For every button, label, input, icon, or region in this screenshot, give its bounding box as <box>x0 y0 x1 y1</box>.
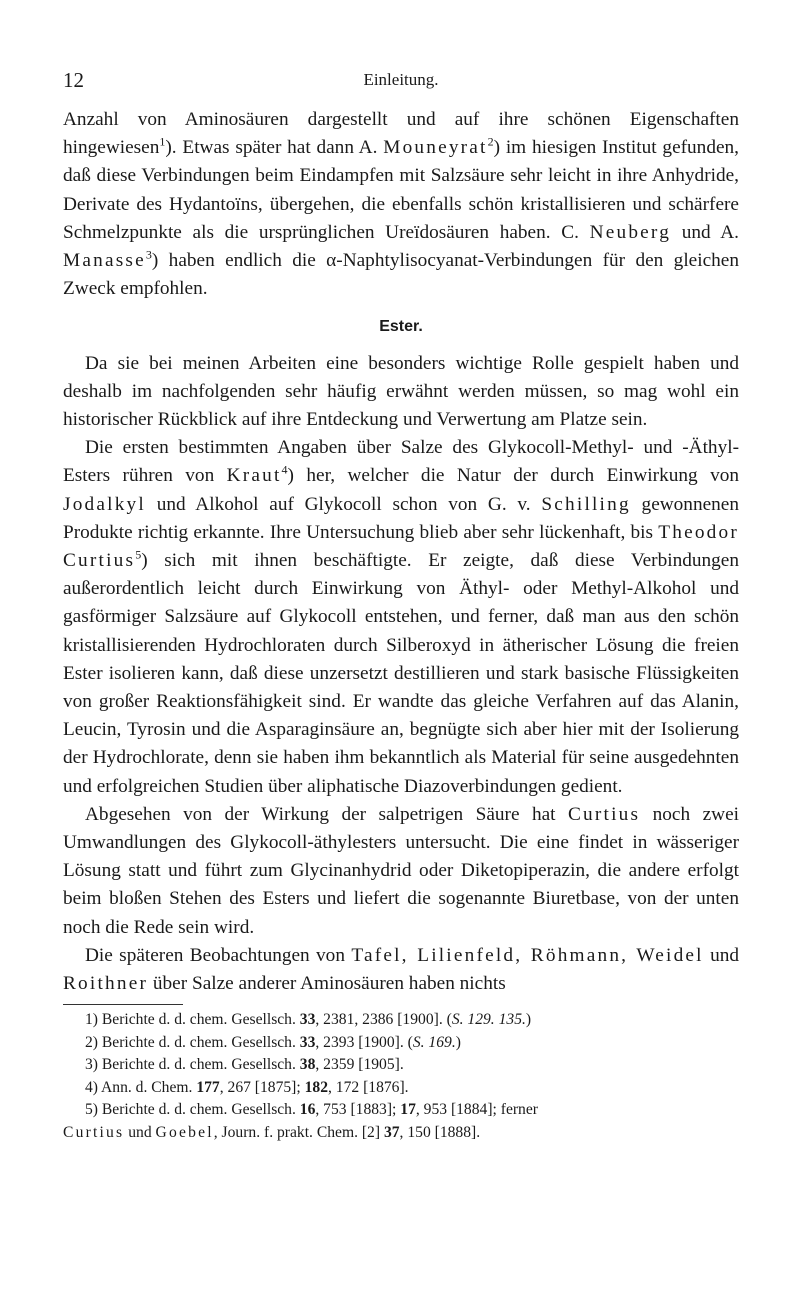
footnote: 3) Berichte d. d. chem. Gesellsch. 38, 2359 [1905]. <box>85 1056 404 1074</box>
footnote-ref: 2 <box>487 134 494 149</box>
page-reference: S. 169. <box>412 1033 456 1051</box>
footnote: 2) Berichte d. d. chem. Gesellsch. 33, 2393 [1900]. (S. 169.) <box>85 1033 461 1051</box>
book-page <box>63 0 739 1144</box>
section-heading: Ester. <box>379 318 423 336</box>
volume-number: 177 <box>196 1078 220 1096</box>
spaced-name: Mouneyrat <box>383 137 488 159</box>
footnote: 5) Berichte d. d. chem. Gesellsch. 16, 753 [1883]; 17, 953 [1884]; ferner <box>85 1101 538 1119</box>
spaced-name: Tafel, Lilienfeld, Röhmann, Weidel <box>351 944 704 966</box>
volume-number: 33 <box>299 1011 316 1029</box>
footnotes <box>63 1009 739 1144</box>
volume-number: 16 <box>299 1101 316 1119</box>
footnote-divider <box>63 1004 183 1005</box>
spaced-name: Curtius <box>63 1123 125 1141</box>
page-header <box>63 42 739 102</box>
spaced-name: Curtius <box>568 803 641 825</box>
paragraph: Anzahl von Aminosäuren dargestellt und auf ihre schönen Eigenschaften hingewiesen$^1$). Etwas später hat dann A. Mouneyrat$^2$) im hiesigen Institut gefunden, daß diese Verbindungen beim Eindampfen mit Salzsäure sehr leicht in ihre Anhydride, Derivate des Hydantoïns, übergehen, die ebenfalls schön kristallisieren und schärfere Schmelzpunkte als die ursprünglichen Ureïdosäuren haben. C. Neuberg und A. Manasse$^3$) haben endlich die α-Naphtylisocyanat-Verbindungen für den gleichen Zweck empfohlen. <box>63 109 739 300</box>
spaced-name: Theodor Curtius <box>63 521 739 572</box>
volume-number: 33 <box>299 1033 316 1051</box>
spaced-name: Neuberg <box>589 221 672 243</box>
body-text <box>63 106 739 998</box>
volume-number: 182 <box>304 1078 328 1096</box>
spaced-name: Kraut <box>226 465 282 487</box>
footnote: 1) Berichte d. d. chem. Gesellsch. 33, 2381, 2386 [1900]. (S. 129. 135.) <box>85 1011 532 1029</box>
spaced-name: Jodalkyl <box>63 493 146 515</box>
paragraph: Die ersten bestimmten Angaben über Salze des Glykocoll-Methyl- und -Äthyl-Esters rühren von Kraut$^4$) her, welcher die Natur der durch Einwirkung von Jodalkyl und Alkohol auf Glykocoll schon von G. v. Schilling gewonnenen Produkte richtig erkannte. Ihre Untersuchung blieb aber sehr lückenhaft, bis Theodor Curtius$^5$) sich mit ihnen beschäftigte. Er zeigte, daß diese Verbindungen außerordentlich leicht durch Einwirkung von Äthyl- oder Methyl-Alkohol und gasförmiger Salzsäure auf Glykocoll entstehen, und ferner, daß man aus den schön kristallisierenden Hydrochloraten durch Silberoxyd in ätherischer Lösung die freien Ester isolieren kann, daß diese unzersetzt destillieren und stark basische Flüssigkeiten von großer Reaktionsfähigkeit sind. Er wandte das gleiche Verfahren auf das Alanin, Leucin, Tyrosin und die Asparaginsäure an, begnügte sich aber hier mit der Isolierung der Hydrochlorate, denn sie haben ihm bekanntlich als Material für seine ausgedehnten und erfolgreichen Studien über aliphatische Diazoverbindungen gedient. <box>63 437 739 797</box>
spaced-name: Goebel <box>155 1123 214 1141</box>
spaced-name: Roithner <box>63 973 149 995</box>
footnote-ref: 4 <box>281 463 288 478</box>
page-reference: S. 129. 135. <box>451 1011 526 1029</box>
footnote-ref: 5 <box>135 547 142 562</box>
paragraph: Abgesehen von der Wirkung der salpetrigen Säure hat Curtius noch zwei Umwandlungen des Glykocoll-äthylesters untersucht. Die eine findet in wässeriger Lösung statt und führt zum Glycinanhydrid oder Diketopiperazin, die andere erfolgt beim bloßen Stehen des Esters und liefert die sogenannte Biuretbase, von der unten noch die Rede sein wird. <box>63 803 739 938</box>
footnote-continuation: Curtius und Goebel, Journ. f. prakt. Chem. [2] 37, 150 [1888]. <box>63 1123 481 1141</box>
spaced-name: Schilling <box>541 493 631 515</box>
volume-number: 37 <box>383 1123 400 1141</box>
paragraph: Da sie bei meinen Arbeiten eine besonders wichtige Rolle gespielt haben und deshalb im nachfolgenden sehr häufig erwähnt werden müssen, so mag wohl ein historischer Rückblick auf ihre Entdeckung und Verwertung am Platze sein. <box>63 352 739 431</box>
paragraph: Die späteren Beobachtungen von Tafel, Lilienfeld, Röhmann, Weidel und Roithner über Salze anderer Aminosäuren haben nichts <box>63 944 740 995</box>
spaced-name: Manasse <box>63 250 146 272</box>
footnote-ref: 3 <box>145 247 152 262</box>
page-number: 12 <box>63 68 84 92</box>
footnote: 4) Ann. d. Chem. 177, 267 [1875]; 182, 172 [1876]. <box>85 1078 409 1096</box>
footnote-ref: 1 <box>159 134 166 149</box>
volume-number: 38 <box>299 1056 316 1074</box>
volume-number: 17 <box>400 1101 416 1119</box>
running-title: Einleitung. <box>363 70 439 89</box>
